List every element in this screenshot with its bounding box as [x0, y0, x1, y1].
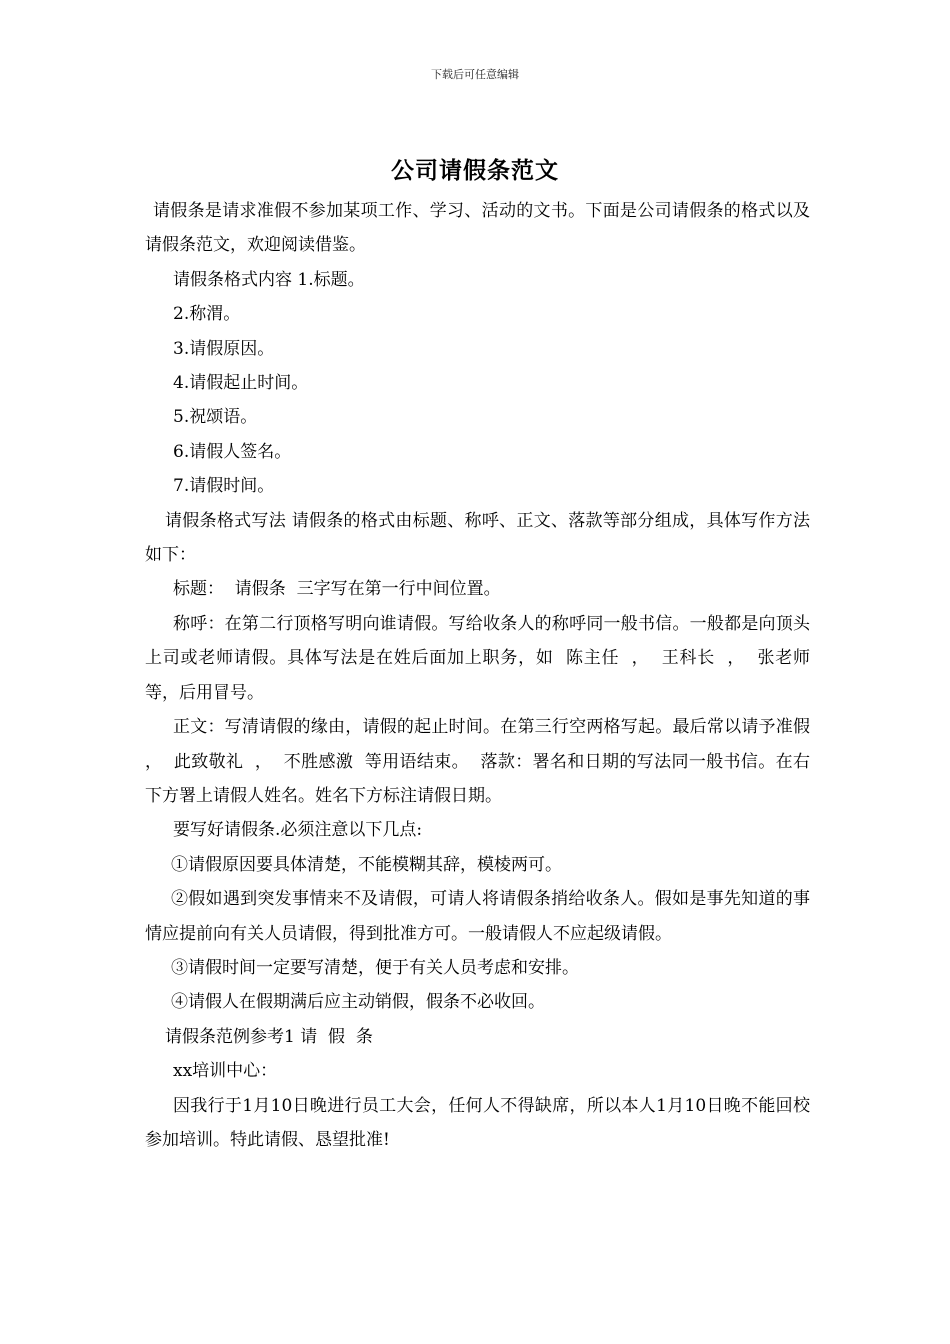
list-item: 请假条格式内容 1.标题。	[173, 269, 365, 290]
document-title: 公司请假条范文	[391, 158, 559, 184]
list-item: ④请假人在假期满后应主动销假，假条不必收回。	[171, 992, 545, 1013]
list-item: ①请假原因要具体清楚，不能模糊其辞，模棱两可。	[171, 854, 562, 875]
paragraph-intro: 请假条是请求准假不参加某项工作、学习、活动的文书。下面是公司请假条的格式以及请假条范文，欢迎阅读借鉴。	[145, 201, 810, 256]
list-item: ③请假时间一定要写清楚，便于有关人员考虑和安排。	[171, 957, 579, 978]
paragraph-title-rule: 标题： 请假条 三字写在第一行中间位置。	[173, 579, 501, 600]
list-item: 4.请假起止时间。	[173, 373, 309, 394]
page-header-note: 下载后可任意编辑	[431, 68, 519, 81]
list-item: ②假如遇到突发事情来不及请假，可请人将请假条捎给收条人。假如是事先知道的事情应提前向有关人员请假，得到批准方可。一般请假人不应起级请假。	[145, 889, 810, 944]
list-item: 2.称渭。	[173, 304, 241, 325]
paragraph-example-body: 因我行于1月10日晚进行员工大会，任何人不得缺席，所以本人1月10日晚不能回校参加培训。特此请假、恳望批准!	[145, 1095, 810, 1150]
paragraph-example-recipient: xx培训中心：	[173, 1061, 278, 1082]
paragraph-notes-heading: 要写好请假条.必须注意以下几点:	[173, 820, 423, 841]
paragraph-salutation-rule: 称呼：在第二行顶格写明向谁请假。写给收条人的称呼同一般书信。一般都是向顶头上司或老师请假。具体写法是在姓后面加上职务，如 陈主任 ， 王科长 ， 张老师 等，后用冒号。	[145, 613, 821, 703]
list-item: 3.请假原因。	[173, 338, 275, 359]
list-item: 6.请假人签名。	[173, 441, 292, 462]
paragraph-example-heading: 请假条范例参考1 请 假 条	[165, 1026, 373, 1047]
document-body	[145, 194, 821, 1157]
list-item: 5.祝颂语。	[173, 407, 258, 428]
paragraph-format-method: 请假条格式写法 请假条的格式由标题、称呼、正文、落款等部分组成，具体写作方法如下：	[145, 510, 810, 566]
paragraph-body-rule: 正文：写清请假的缘由，请假的起止时间。在第三行空两格写起。最后常以请予准假 ， 此致敬礼 ， 不胜感激 等用语结束。 落款：署名和日期的写法同一般书信。在右下方署上请假人姓名。姓名下方标注请假日期。	[145, 717, 821, 806]
list-item: 7.请假时间。	[173, 476, 275, 497]
